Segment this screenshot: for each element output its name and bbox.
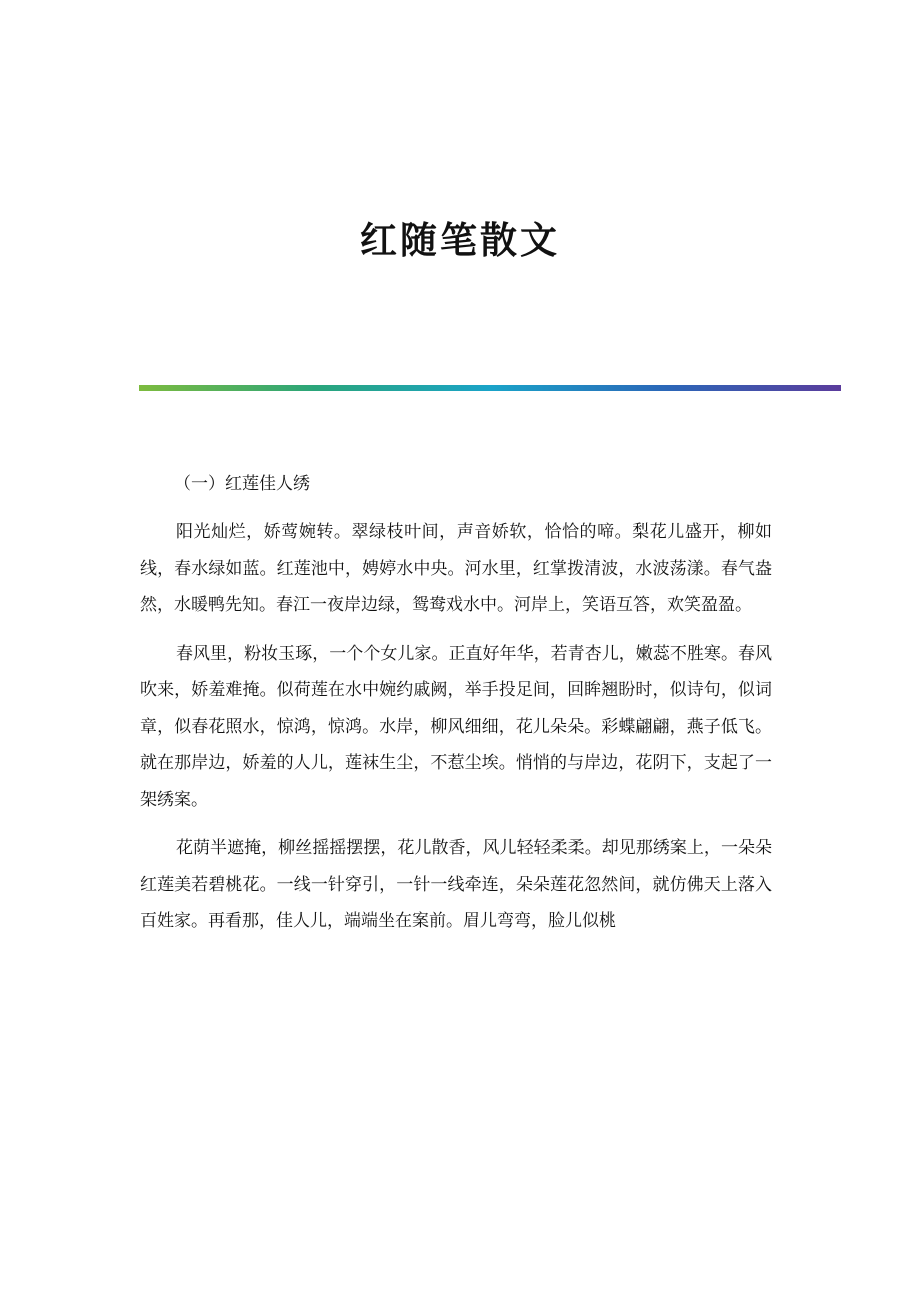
gradient-divider — [139, 385, 841, 391]
paragraph-2: 春风里，粉妆玉琢，一个个女儿家。正直好年华，若青杏儿，嫩蕊不胜寒。春风吹来，娇羞难掩。似荷莲在水中婉约戚阙，举手投足间，回眸翘盼时，似诗句，似词章，似春花照水，惊鸿，惊鸿。水岸，柳风细细，花儿朵朵。彩蝶翩翩，燕子低飞。就在那岸边，娇羞的人儿，莲袜生尘，不惹尘埃。悄悄的与岸边，花阴下，支起了一架绣案。 — [140, 643, 772, 810]
section-heading: （一）红莲佳人绣 — [174, 474, 310, 494]
paragraph-1: 阳光灿烂，娇莺婉转。翠绿枝叶间，声音娇软，恰恰的啼。梨花儿盛开，柳如线，春水绿如蓝。红莲池中，娉婷水中央。河水里，红掌拨清波，水波荡漾。春气盎然，水暖鸭先知。春江一夜岸边绿，鸳鸯戏水中。河岸上，笑语互答，欢笑盈盈。 — [140, 522, 772, 615]
article-body — [140, 466, 772, 952]
paragraph-3: 花荫半遮掩，柳丝摇摇摆摆，花儿散香，风儿轻轻柔柔。却见那绣案上，一朵朵红莲美若碧桃花。一线一针穿引，一针一线牵连，朵朵莲花忽然间，就仿佛天上落入百姓家。再看那，佳人儿，端端坐在案前。眉儿弯弯，脸儿似桃 — [140, 838, 772, 931]
document-title: 红随笔散文 — [360, 218, 560, 262]
